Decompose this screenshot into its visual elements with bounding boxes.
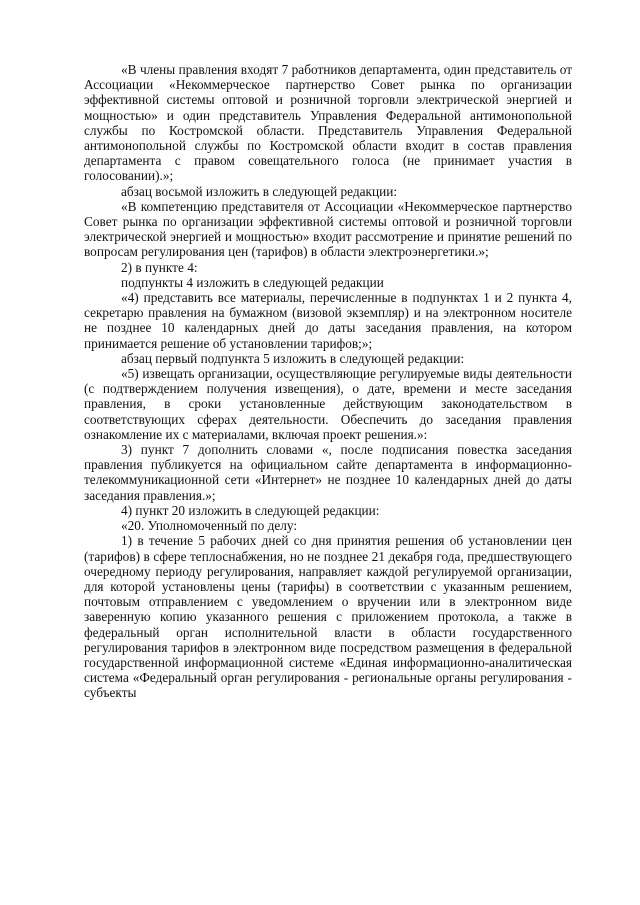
- paragraph-point-20-intro: 4) пункт 20 изложить в следующей редакции:: [121, 502, 380, 518]
- paragraph-board-members: «В члены правления входят 7 работников департамента, один представитель от Ассоциации «Некоммерческое партнерство Совет рынка по организации эффективной системы оптовой и розничной торговли электрической энергией и мощностью» и один представитель Управления Федеральной антимонопольной службы по Костромской области. Представитель Управления Федеральной антимонопольной службы по Костромской области входит в состав правления департамента с правом совещательного голоса (не принимает участия в голосовании).»;: [84, 62, 572, 184]
- paragraph-competence: «В компетенцию представителя от Ассоциации «Некоммерческое партнерство Совет рынка по организации эффективной системы оптовой и розничной торговли электрической энергией и мощностью» входит рассмотрение и принятие решений по вопросам регулирования цен (тарифов) в области электроэнергетики.»;: [84, 198, 572, 260]
- paragraph-subpoint-5-text: «5) извещать организации, осуществляющие регулируемые виды деятельности (с подтверждением получения извещения), о дате, времени и месте заседания правления, в сроки установленные действующим законодательством в соответствующих сферах деятельности. Обеспечить до заседания правления ознакомление их с материалами, включая проект решения.»:: [84, 366, 572, 442]
- document-page: [84, 62, 572, 701]
- paragraph-subpoint-5-intro: абзац первый подпункта 5 изложить в следующей редакции:: [121, 350, 465, 366]
- paragraph-point-4: 2) в пункте 4:: [121, 259, 198, 275]
- paragraph-subpoints-4: подпункты 4 изложить в следующей редакции: [121, 274, 384, 290]
- paragraph-eighth-abzac: абзац восьмой изложить в следующей редакции:: [121, 183, 398, 199]
- paragraph-point-20-item-1: 1) в течение 5 рабочих дней со дня принятия решения об установлении цен (тарифов) в сфере теплоснабжения, но не позднее 21 декабря года, предшествующего очередному периоду регулирования, направляет каждой регулируемой организации, для которой установлены цены (тарифы) в соответствии с указанным решением, почтовым отправлением с уведомлением о вручении или в электронном виде заверенную копию указанного решения с приложением протокола, а также в федеральный орган исполнительной власти в области государственного регулирования тарифов в электронном виде посредством размещения в федеральной государственной информационной системе «Единая информационно-аналитическая система «Федеральный орган регулирования - региональные органы регулирования - субъекты: [84, 533, 572, 701]
- paragraph-point-20-heading: «20. Уполномоченный по делу:: [121, 518, 298, 534]
- paragraph-subpoint-4-text: «4) представить все материалы, перечисленные в подпунктах 1 и 2 пункта 4, секретарю правления на бумажном (визовой экземпляр) и на электронном носителе не позднее 10 календарных дней до даты заседания правления, на котором принимается решение об установлении тарифов;»;: [84, 290, 572, 351]
- paragraph-point-7: 3) пункт 7 дополнить словами «, после подписания повестка заседания правления публикуется на официальном сайте департамента в информационно-телекоммуникационной сети «Интернет» не позднее 10 календарных дней до даты заседания правления.»;: [84, 442, 572, 503]
